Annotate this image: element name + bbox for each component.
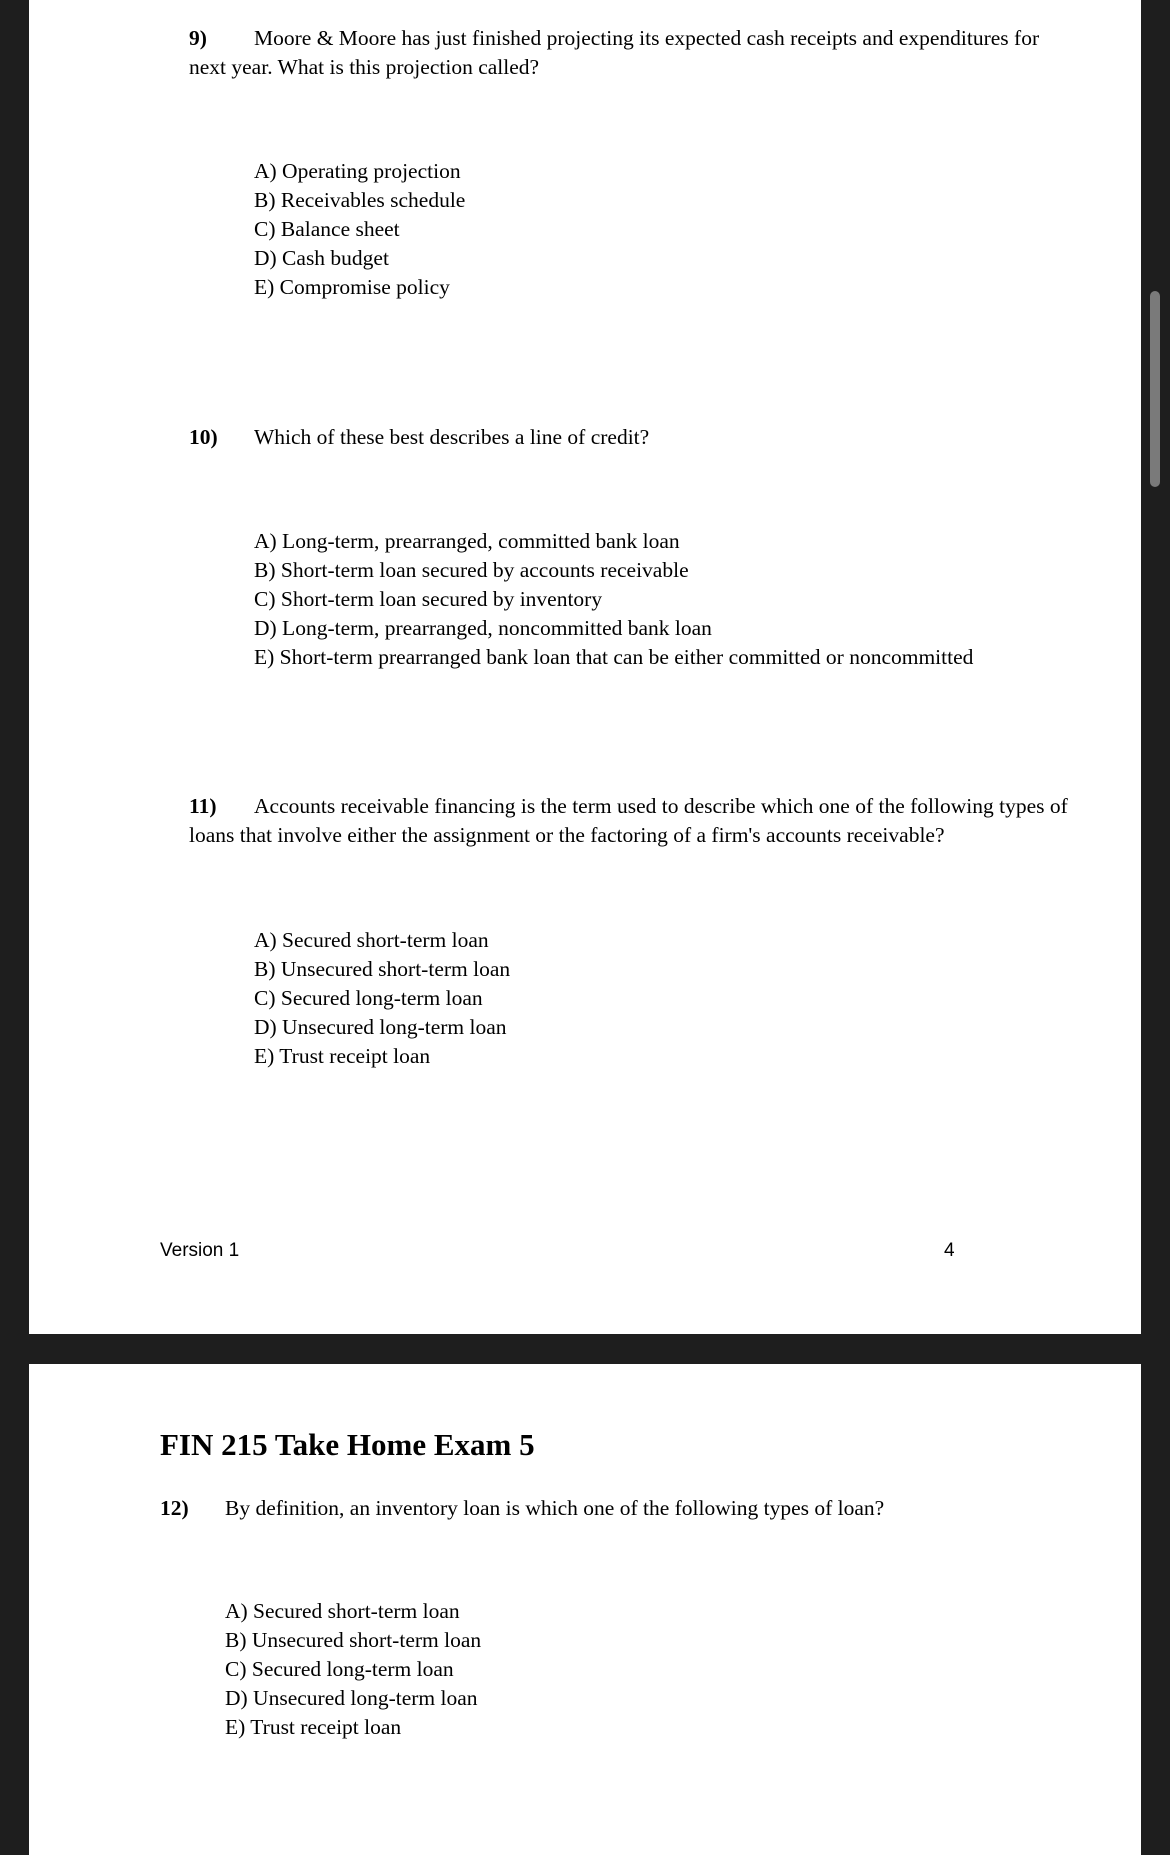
question-number: 10): [189, 425, 218, 449]
question-12: [160, 1494, 1040, 1523]
option: B) Short-term loan secured by accounts receivable: [254, 558, 689, 582]
answer-options: [254, 527, 973, 672]
question-text: Accounts receivable financing is the term used to describe which one of the following types of loans that involve either the assignment or the factoring of a firm's accounts receivable?: [189, 794, 1068, 847]
option: A) Operating projection: [254, 159, 461, 183]
question-10: [189, 423, 1069, 452]
option: C) Balance sheet: [254, 217, 400, 241]
question-text: Which of these best describes a line of credit?: [254, 425, 650, 449]
question-9: [189, 24, 1069, 82]
question-text: By definition, an inventory loan is which one of the following types of loan?: [225, 1496, 885, 1520]
option: E) Trust receipt loan: [254, 1044, 431, 1068]
scrollbar-thumb[interactable]: [1150, 291, 1160, 487]
option: D) Unsecured long-term loan: [225, 1686, 478, 1710]
footer-version: Version 1: [160, 1240, 240, 1261]
question-text: Moore & Moore has just finished projecting its expected cash receipts and expenditures for next year. What is this projection called?: [189, 26, 1040, 79]
option: B) Unsecured short-term loan: [225, 1628, 482, 1652]
answer-options: [225, 1597, 481, 1742]
option: E) Compromise policy: [254, 275, 450, 299]
document-page: [29, 0, 1141, 1334]
question-number: 12): [160, 1496, 189, 1520]
option: A) Secured short-term loan: [225, 1599, 460, 1623]
document-page: [29, 1364, 1141, 1855]
option: C) Secured long-term loan: [254, 986, 483, 1010]
option: C) Short-term loan secured by inventory: [254, 587, 603, 611]
answer-options: [254, 926, 510, 1071]
option: E) Trust receipt loan: [225, 1715, 402, 1739]
option: D) Long-term, prearranged, noncommitted bank loan: [254, 616, 712, 640]
footer-page-number: 4: [944, 1240, 955, 1261]
option: C) Secured long-term loan: [225, 1657, 454, 1681]
option: D) Unsecured long-term loan: [254, 1015, 507, 1039]
option: A) Secured short-term loan: [254, 928, 489, 952]
option: D) Cash budget: [254, 246, 389, 270]
option: A) Long-term, prearranged, committed bank loan: [254, 529, 680, 553]
answer-options: [254, 157, 465, 302]
question-11: [189, 792, 1069, 850]
question-number: 11): [189, 794, 217, 818]
option: B) Unsecured short-term loan: [254, 957, 511, 981]
option: E) Short-term prearranged bank loan that can be either committed or noncommitted: [254, 645, 974, 669]
option: B) Receivables schedule: [254, 188, 466, 212]
exam-title: FIN 215 Take Home Exam 5: [160, 1427, 535, 1462]
question-number: 9): [189, 26, 207, 50]
